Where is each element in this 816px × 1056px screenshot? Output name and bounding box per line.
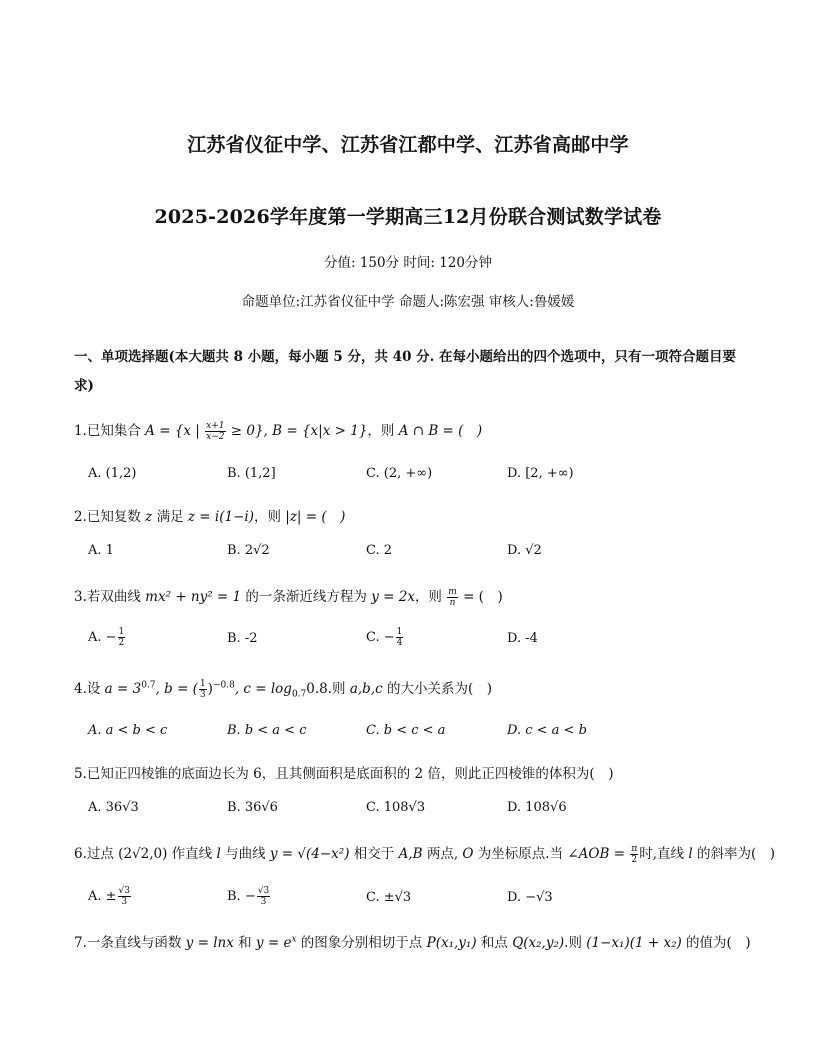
- q3-option-d: D. -4: [507, 631, 538, 646]
- q2-option-c: C. 2: [366, 543, 393, 558]
- authors-line: 命题单位:江苏省仪征中学 命题人:陈宏强 审核人:鲁媛媛: [241, 294, 575, 310]
- question-2-stem: 2.已知复数 z 满足 z = i(1−i)，则 |z| = ( ): [74, 509, 346, 525]
- q1-option-b: B. (1,2]: [227, 466, 276, 481]
- exam-title: 2025-2026学年度第一学期高三12月份联合测试数学试卷: [154, 206, 662, 228]
- score-time: 分值: 150分 时间: 120分钟: [323, 255, 492, 271]
- q2-option-a: A. 1: [88, 543, 114, 558]
- question-4-stem: 4.设 $a = 3^{0.7}$, b = ( $\frac{1}{3}$ )$^{-0.8}$, $c = \log_{0.7}0.8$.则 a,b,c 的大小关系为( ): [74, 679, 493, 700]
- q1-option-c: C. (2, +∞): [366, 466, 433, 481]
- q6-option-a: A. ± $\frac{√3}{3}$: [88, 886, 131, 907]
- exam-title-schools: 江苏省仪征中学、江苏省江都中学、江苏省高邮中学: [187, 134, 629, 156]
- section-heading: 一、单项选择题(本大题共 8 小题，每小题 5 分，共 40 分. 在每小题给出的四个选项中，只有一项符合题目要求): [74, 349, 737, 394]
- q3-option-a: A. − $\frac{1}{2}$: [88, 627, 125, 648]
- q3-option-b: B. -2: [227, 631, 258, 646]
- q6-option-d: D. −√3: [507, 890, 553, 905]
- q5-option-b: B. 36√6: [227, 800, 278, 815]
- q6-option-b: B. − $\frac{√3}{3}$: [227, 886, 270, 907]
- q3-option-c: C. − $\frac{1}{4}$: [366, 627, 403, 648]
- question-6-stem: 6.过点 (2√2,0) 作直线 l 与曲线 y = √(4−x²) 相交于 A,B 两点, O 为坐标原点.当 ∠AOB = $\frac{\pi}{2}$ 时,直线 l 的斜率为( ): [74, 844, 775, 865]
- q2-option-b: B. 2√2: [227, 543, 270, 558]
- q2-option-d: D. √2: [507, 543, 542, 558]
- q5-option-a: A. 36√3: [88, 800, 139, 815]
- q6-option-c: C. ±√3: [366, 890, 412, 905]
- question-1-stem: 1.已知集合 A = {x | $\frac{x+1}{x-2}$ ≥ 0}, B = {x|x > 1}，则 A ∩ B = ( ): [74, 421, 483, 442]
- question-7-stem: 7.一条直线与函数 y = lnx 和 $y = e^x$ 的图象分别相切于点 P(x₁,y₁) 和点 Q(x₂,y₂).则 (1−x₁)(1 + x₂) 的值为( ): [74, 934, 751, 951]
- q1-option-a: A. (1,2): [88, 466, 137, 481]
- question-3-stem: 3.若双曲线 mx² + ny² = 1 的一条渐近线方程为 y = 2x，则 $\frac{m}{n}$ = ( ): [74, 587, 503, 608]
- q5-option-d: D. 108√6: [507, 800, 567, 815]
- q4-option-d: D. c < a < b: [507, 723, 587, 738]
- q4-option-a: A. a < b < c: [88, 723, 168, 738]
- question-5-stem: 5.已知正四棱锥的底面边长为 6，且其侧面积是底面积的 2 倍，则此正四棱锥的体积为( ): [74, 766, 614, 782]
- q1-option-d: D. [2, +∞): [507, 466, 574, 481]
- q4-option-c: C. b < c < a: [366, 723, 446, 738]
- q5-option-c: C. 108√3: [366, 800, 426, 815]
- q4-option-b: B. b < a < c: [227, 723, 307, 738]
